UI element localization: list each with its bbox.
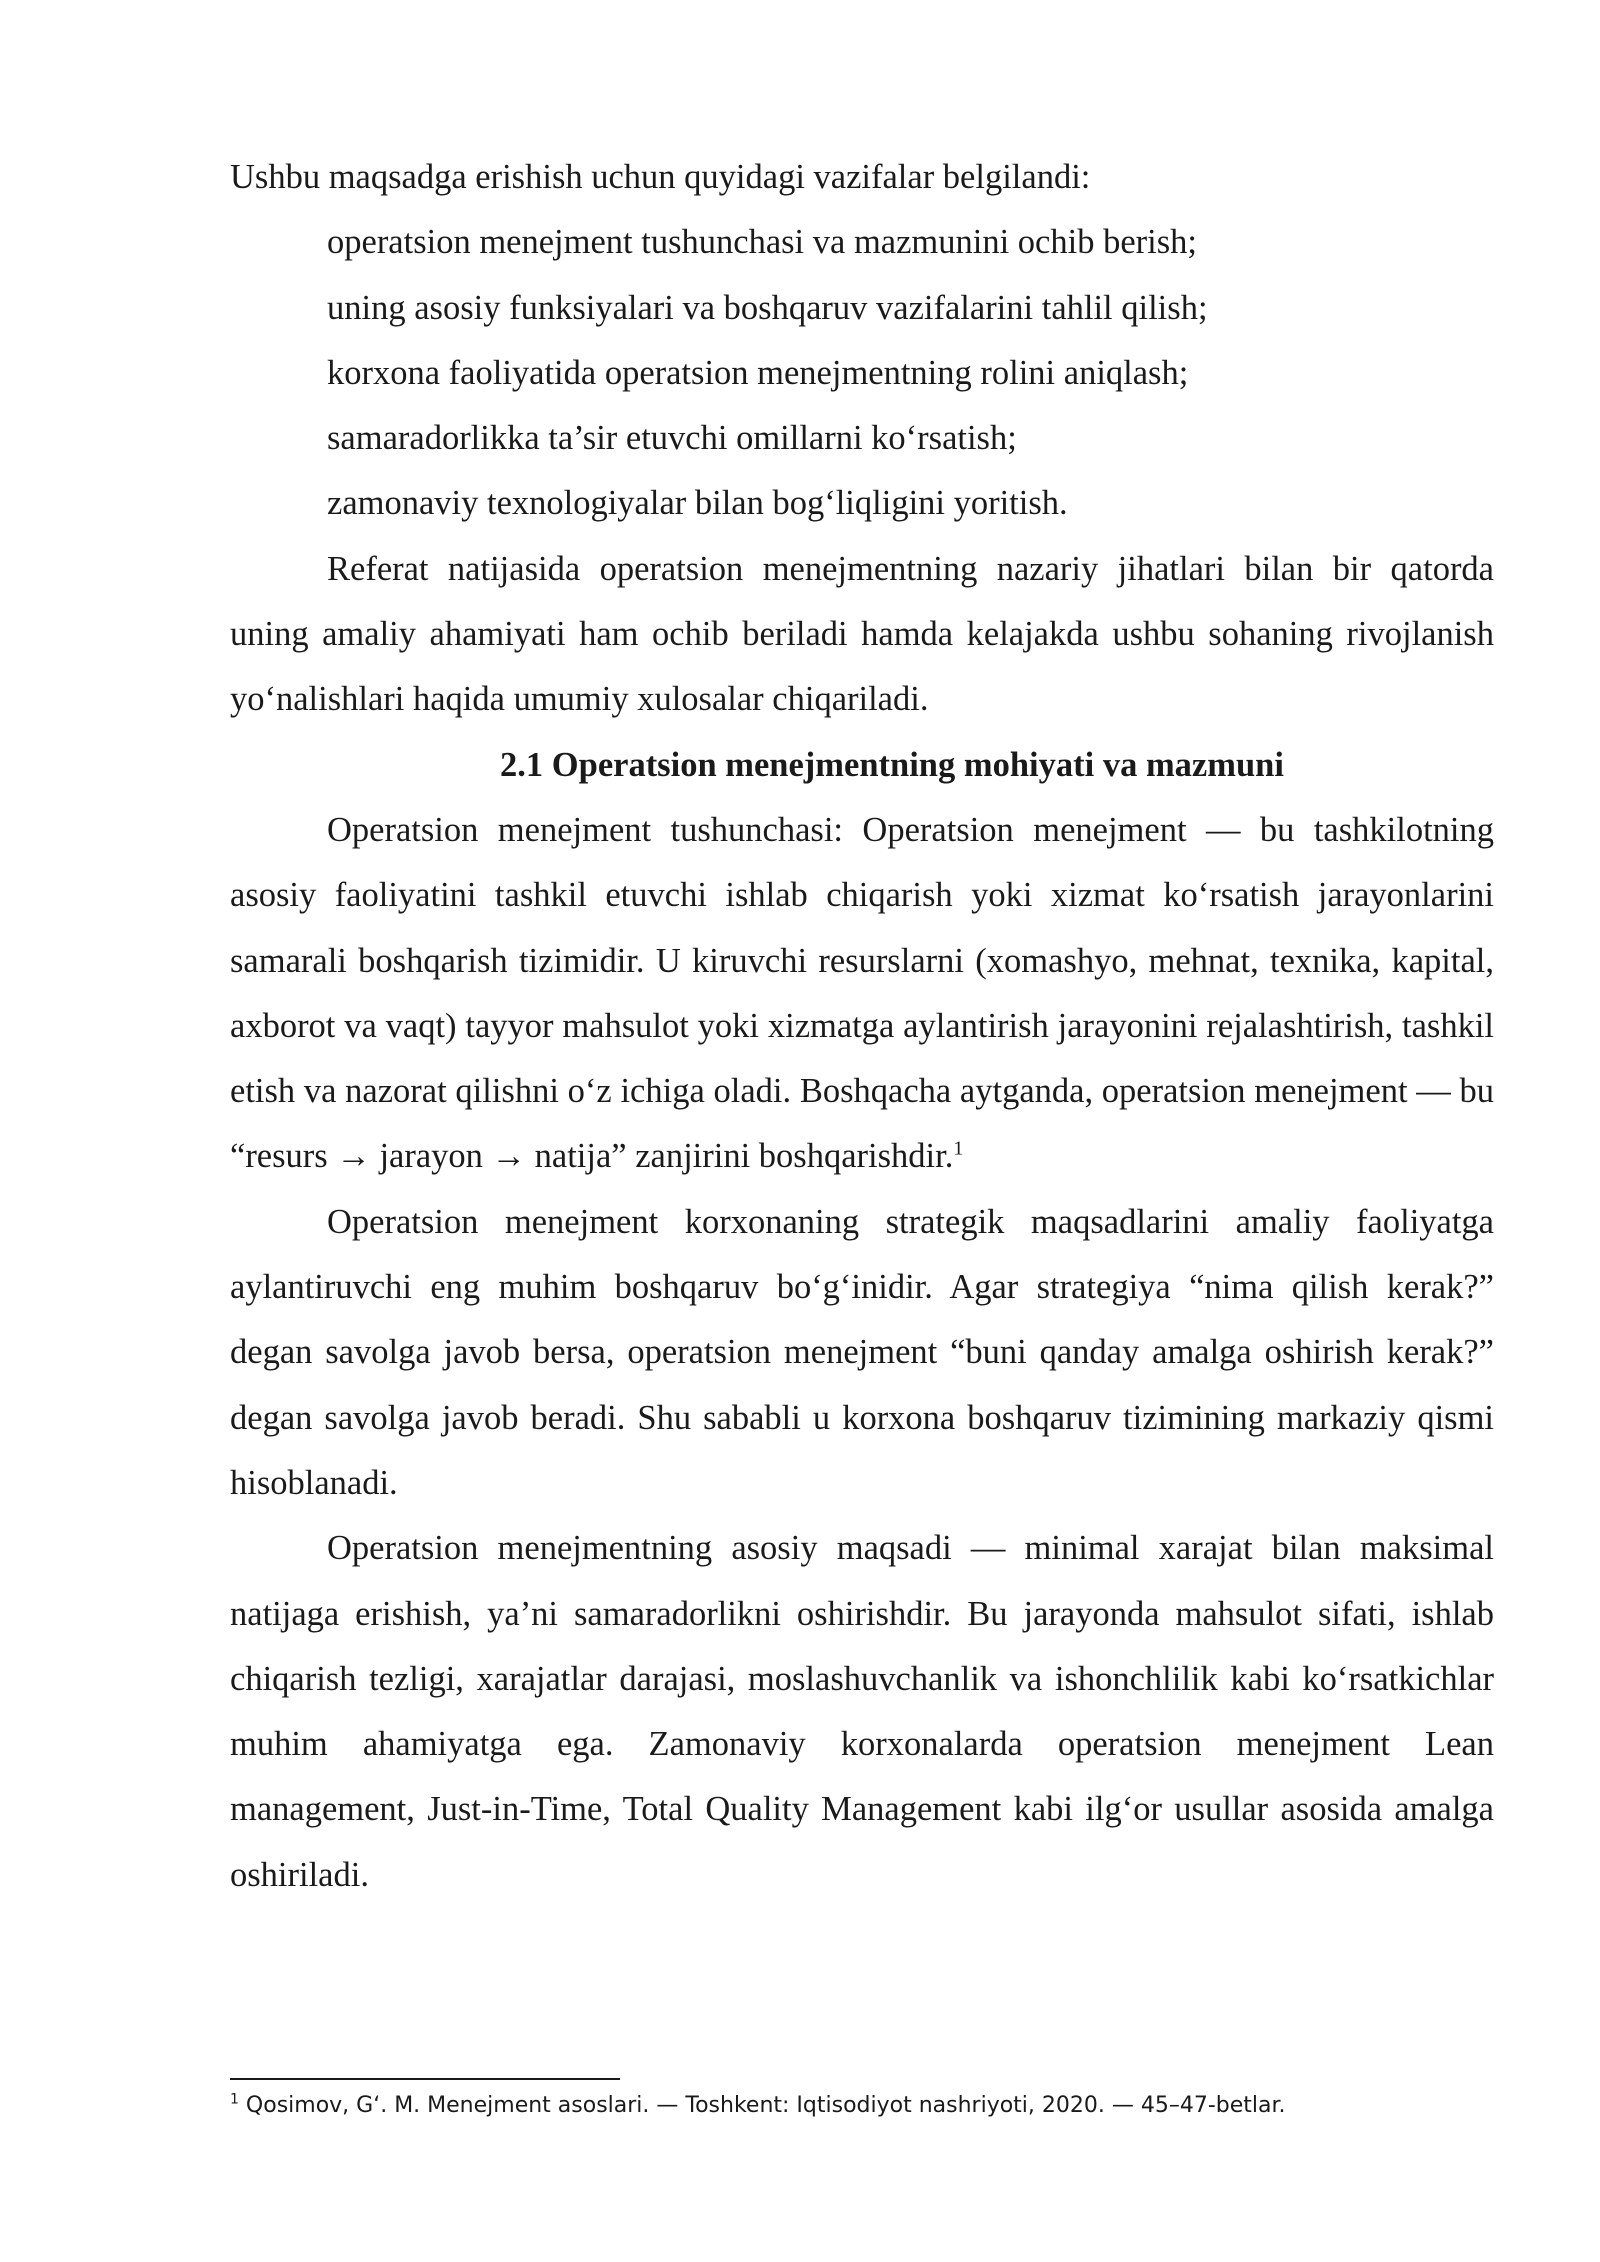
footnote-number: 1 — [230, 2091, 239, 2108]
body-text — [230, 145, 1494, 1908]
paragraph-3: Operatsion menejmentning asosiy maqsadi — minimal xarajat bilan maksimal natijaga erishish, ya’ni samaradorlikni oshirishdir. Bu jarayonda mahsulot sifati, ishlab chiqarish tezligi, xarajatlar darajasi, moslashuvchanlik va ishonchlilik kabi ko‘rsatkichlar muhim ahamiyatga ega. Zamonaviy korxonalarda operatsion menejment Lean management, Just-in-Time, Total Quality Management kabi ilg‘or usullar asosida amalga oshiriladi. — [230, 1529, 1494, 1894]
footnote-text: Qosimov, G‘. M. Menejment asoslari. — Toshkent: Iqtisodiyot nashriyoti, 2020. — 45–47-betlar. — [245, 2093, 1286, 2118]
footnote-separator — [230, 2078, 620, 2080]
paragraph-2: Operatsion menejment korxonaning strategik maqsadlarini amaliy faoliyatga aylantiruvchi eng muhim boshqaruv bo‘g‘inidir. Agar strategiya “nima qilish kerak?” degan savolga javob bersa, operatsion menejment “buni qanday amalga oshirish kerak?” degan savolga javob beradi. Shu sababli u korxona boshqaruv tizimining markaziy qismi hisoblanadi. — [230, 1202, 1494, 1502]
task-item: zamonaviy texnologiyalar bilan bog‘liqligini yoritish. — [327, 484, 1068, 523]
section-heading: 2.1 Operatsion menejmentning mohiyati va mazmuni — [500, 745, 1284, 784]
conclusion-paragraph: Referat natijasida operatsion menejmentning nazariy jihatlari bilan bir qatorda uning amaliy ahamiyati ham ochib beriladi hamda kelajakda ushbu sohaning rivojlanish yo‘nalishlari haqida umumiy xulosalar chiqariladi. — [230, 549, 1494, 719]
task-item: samaradorlikka ta’sir etuvchi omillarni ko‘rsatish; — [327, 419, 1017, 458]
intro-line: Ushbu maqsadga erishish uchun quyidagi vazifalar belgilandi: — [230, 158, 1091, 196]
footnote-reference: 1 — [953, 1137, 964, 1160]
paragraph-1-text: Operatsion menejment tushunchasi: Operatsion menejment — bu tashkilotning asosiy faoliyatini tashkil etuvchi ishlab chiqarish yoki xizmat ko‘rsatish jarayonlarini samarali boshqarish tizimidir. U kiruvchi resurslarni (xomashyo, mehnat, texnika, kapital, axborot va vaqt) tayyor mahsulot yoki xizmatga aylantirish jarayonini rejalashtirish, tashkil etish va nazorat qilishni o‘z ichiga oladi. Boshqacha aytganda, operatsion menejment — bu “resurs → jarayon → natija” zanjirini boshqarishdir. — [230, 810, 1494, 1176]
task-item: uning asosiy funksiyalari va boshqaruv vazifalarini tahlil qilish; — [327, 288, 1208, 327]
task-item: korxona faoliyatida operatsion menejmentning rolini aniqlash; — [327, 353, 1189, 392]
paragraph-1 — [230, 798, 1494, 1190]
footnote — [230, 2090, 1494, 2122]
task-item: operatsion menejment tushunchasi va mazmunini ochib berish; — [327, 223, 1197, 262]
